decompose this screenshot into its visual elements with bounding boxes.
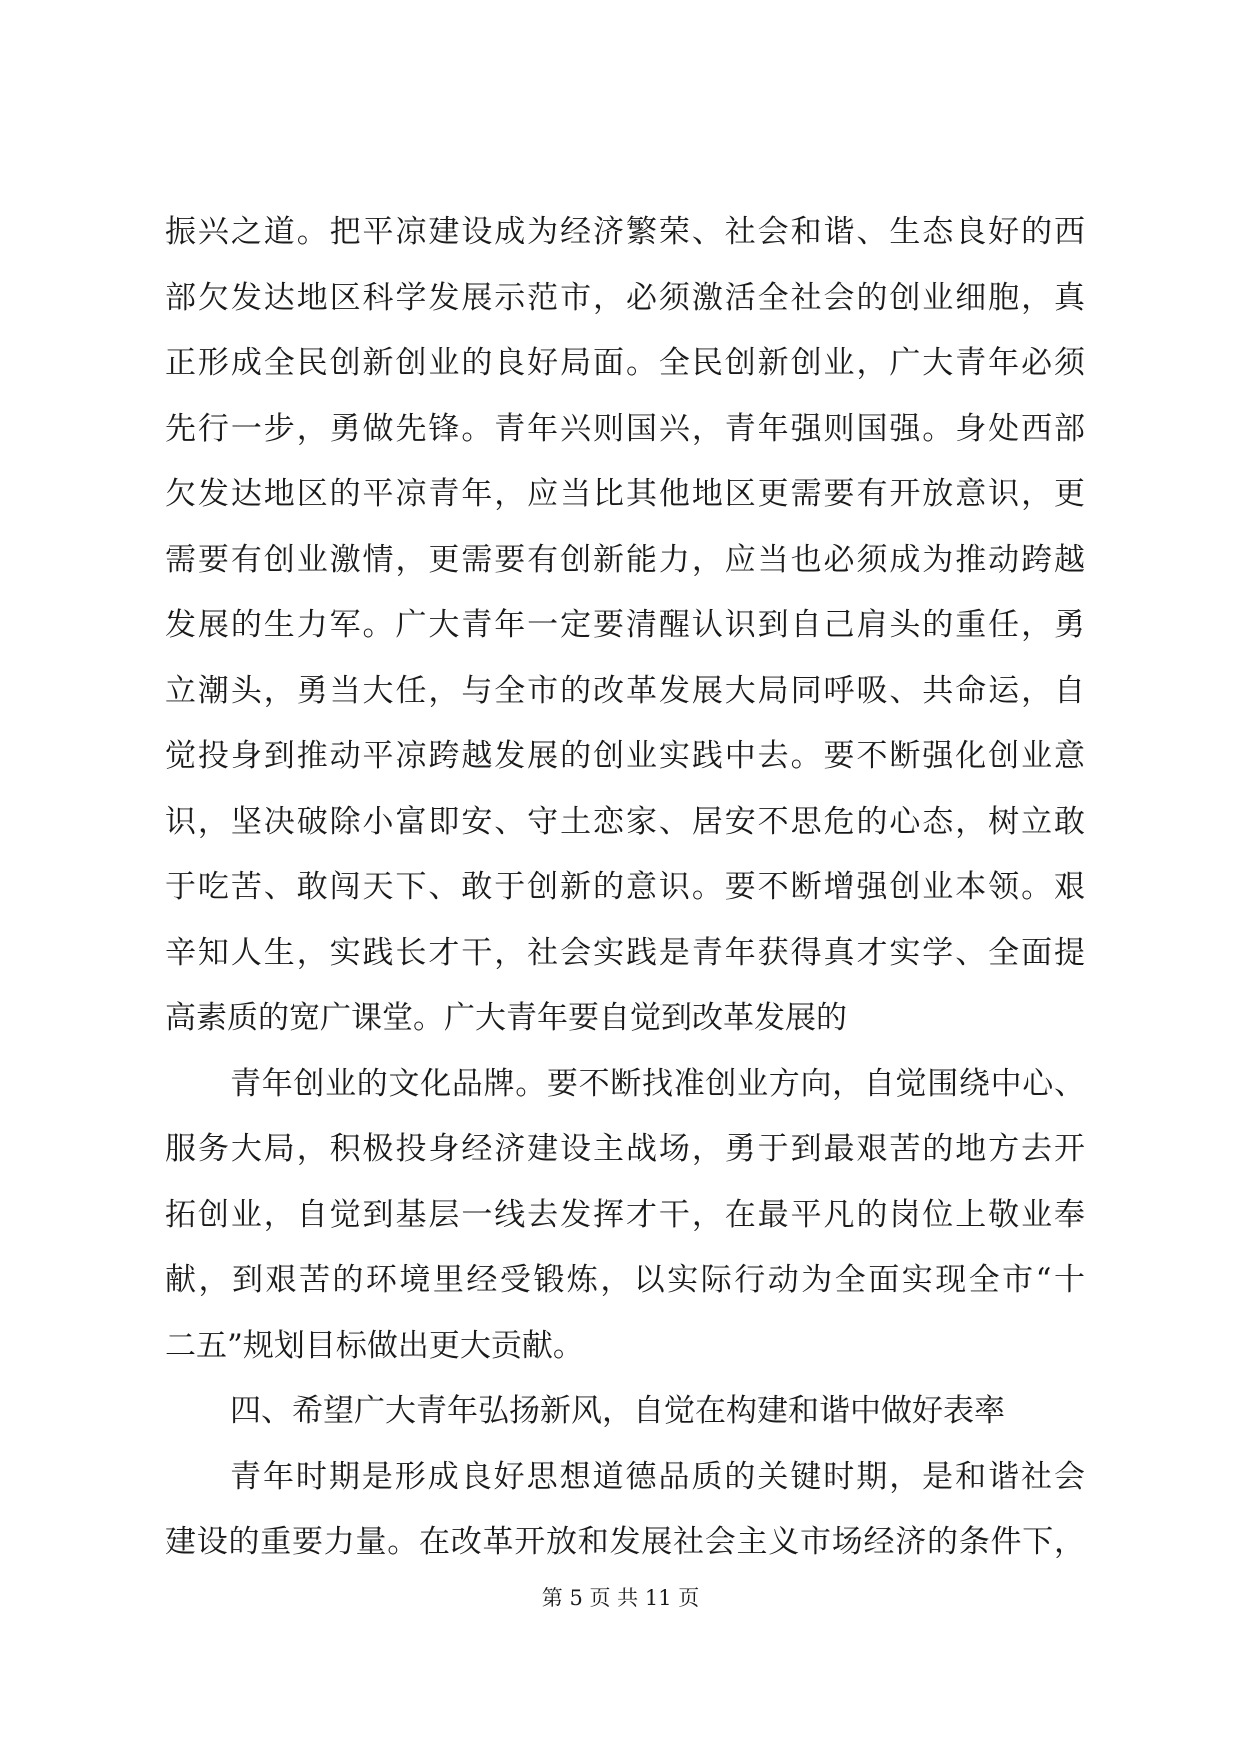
text-line: 建设的重要力量。在改革开放和发展社会主义市场经济的条件下， (165, 1524, 1085, 1560)
text-line: 辛知人生，实践长才干，社会实践是青年获得真才实学、全面提 (165, 934, 1085, 971)
text-line: 先行一步，勇做先锋。青年兴则国兴，青年强则国强。身处西部 (165, 410, 1085, 447)
text-line: 发展的生力军。广大青年一定要清醒认识到自己肩头的重任，勇 (165, 607, 1085, 643)
text-line: 欠发达地区的平凉青年，应当比其他地区更需要有开放意识，更 (165, 476, 1085, 512)
text-line: 正形成全民创新创业的良好局面。全民创新创业，广大青年必须 (165, 345, 1085, 381)
text-line: 服务大局，积极投身经济建设主战场，勇于到最艰苦的地方去开 (165, 1131, 1085, 1167)
text-line: 拓创业，自觉到基层一线去发挥才干，在最平凡的岗位上敬业奉 (165, 1196, 1085, 1233)
text-line: 立潮头，勇当大任，与全市的改革发展大局同呼吸、共命运，自 (165, 672, 1085, 709)
text-line: 振兴之道。把平凉建设成为经济繁荣、社会和谐、生态良好的西 (165, 214, 1085, 250)
text-line: 于吃苦、敢闯天下、敢于创新的意识。要不断增强创业本领。艰 (165, 869, 1085, 905)
text-line: 献，到艰苦的环境里经受锻炼，以实际行动为全面实现全市“十 (165, 1262, 1085, 1298)
text-line: 部欠发达地区科学发展示范市，必须激活全社会的创业细胞，真 (165, 279, 1085, 316)
paragraph-first-line: 青年创业的文化品牌。要不断找准创业方向，自觉围绕中心、 (230, 1065, 1085, 1102)
paragraph-first-line: 青年时期是形成良好思想道德品质的关键时期，是和谐社会 (230, 1458, 1085, 1495)
section-heading: 四、希望广大青年弘扬新风，自觉在构建和谐中做好表率 (230, 1393, 1005, 1429)
text-line: 二五”规划目标做出更大贡献。 (165, 1327, 584, 1364)
text-line: 需要有创业激情，更需要有创新能力，应当也必须成为推动跨越 (165, 541, 1085, 578)
page-footer (0, 1583, 1241, 1613)
text-line: 觉投身到推动平凉跨越发展的创业实践中去。要不断强化创业意 (165, 738, 1085, 774)
page-number-label: 第 5 页 共 11 页 (541, 1586, 700, 1610)
text-line: 识，坚决破除小富即安、守土恋家、居安不思危的心态，树立敢 (165, 803, 1085, 840)
body-text (165, 200, 1085, 1576)
text-line: 高素质的宽广课堂。广大青年要自觉到改革发展的 (165, 1000, 847, 1036)
